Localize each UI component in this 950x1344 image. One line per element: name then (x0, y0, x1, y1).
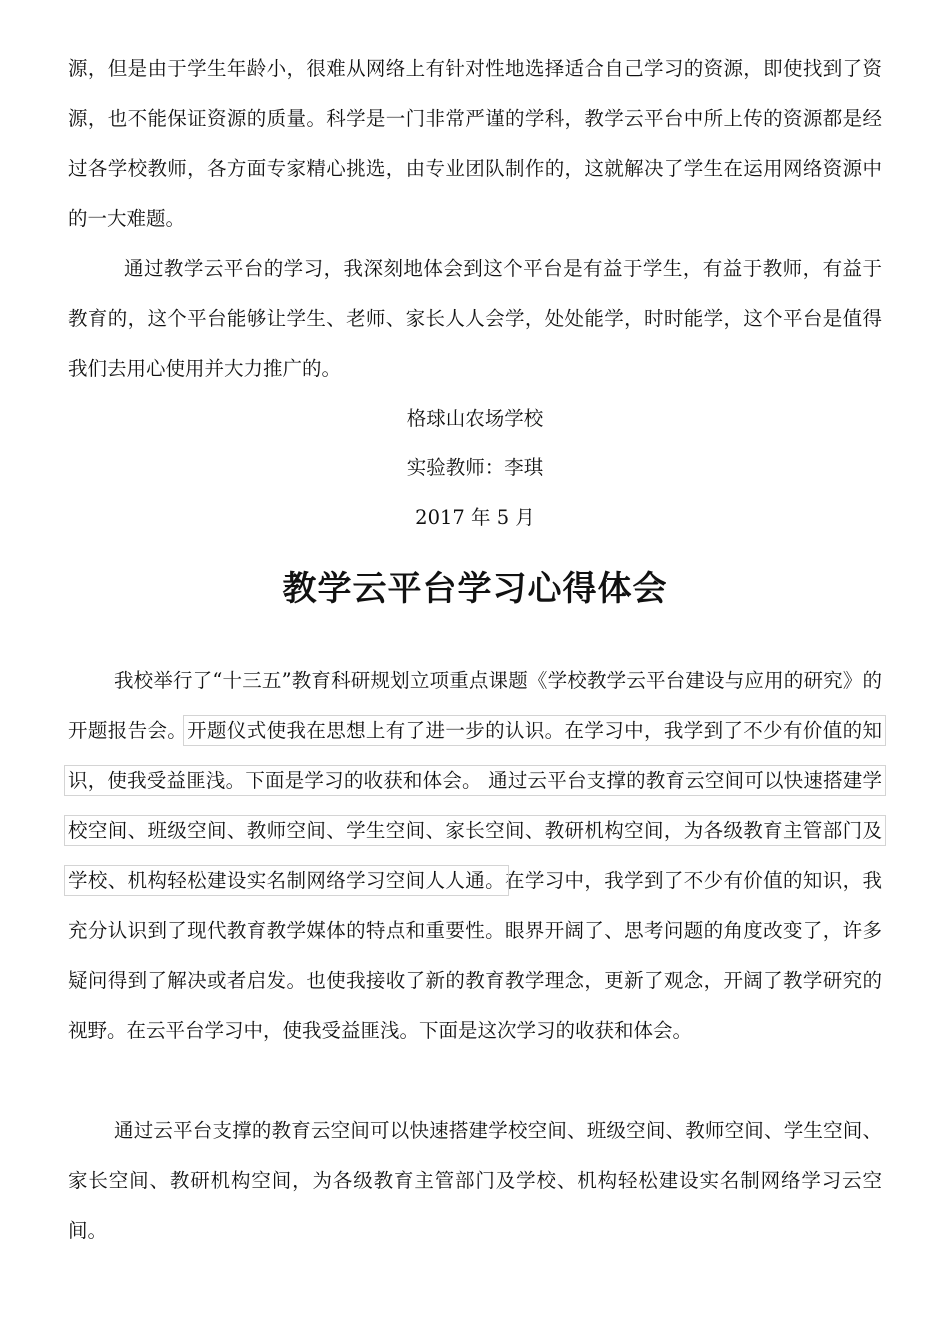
signature-teacher: 实验教师：李琪 (406, 456, 544, 479)
body-paragraph-2: 通过云平台支撑的教育云空间可以快速搭建学校空间、班级空间、教师空间、学生空间、家长空间、教研机构空间，为各级教育主管部门及学校、机构轻松建设实名制网络学习云空间。 (68, 1119, 882, 1242)
closing-paragraph: 通过教学云平台的学习，我深刻地体会到这个平台是有益于学生，有益于教师，有益于教育的，这个平台能够让学生、老师、家长人人会学，处处能学，时时能学，这个平台是值得我们去用心使用并大力推广的。 (68, 257, 882, 380)
document-title: 教学云平台学习心得体会 (282, 569, 668, 609)
continuation-paragraph: 源，但是由于学生年龄小，很难从网络上有针对性地选择适合自己学习的资源，即使找到了资源，也不能保证资源的质量。科学是一门非常严谨的学科，教学云平台中所上传的资源都是经过各学校教师，各方面专家精心挑选，由专业团队制作的，这就解决了学生在运用网络资源中的一大难题。 (68, 57, 882, 230)
signature-date: 2017 年 5 月 (415, 506, 535, 529)
body-paragraph-1-rest: 在学习中，我学到了不少有价值的知识，我充分认识到了现代教育教学媒体的特点和重要性。眼界开阔了、思考问题的角度改变了，许多疑问得到了解决或者启发。也使我接收了新的教育教学理念，更新了观念，开阔了教学研究的视野。在云平台学习中，使我受益匪浅。下面是这次学习的收获和体会。 (68, 869, 882, 1042)
highlighted-text-selection: 开题仪式使我在思想上有了进一步的认识。在学习中，我学到了不少有价值的知识，使我受益匪浅。下面是学习的收获和体会。 通过云平台支撑的教育云空间可以快速搭建学校空间、班级空间、教师空间、学生空间、家长空间、教研机构空间，为各级教育主管部门及学校、机构轻松建设实名制网络学习空间人人通。 (68, 719, 882, 892)
body-paragraph-1-intro: 我校举行了“十三五”教育科研规划立项重点课题《学校教学云平台建设与应用的研究》的开题报告会。 (68, 669, 882, 742)
signature-school: 格球山农场学校 (406, 407, 544, 430)
body-paragraph-1 (68, 656, 882, 1056)
